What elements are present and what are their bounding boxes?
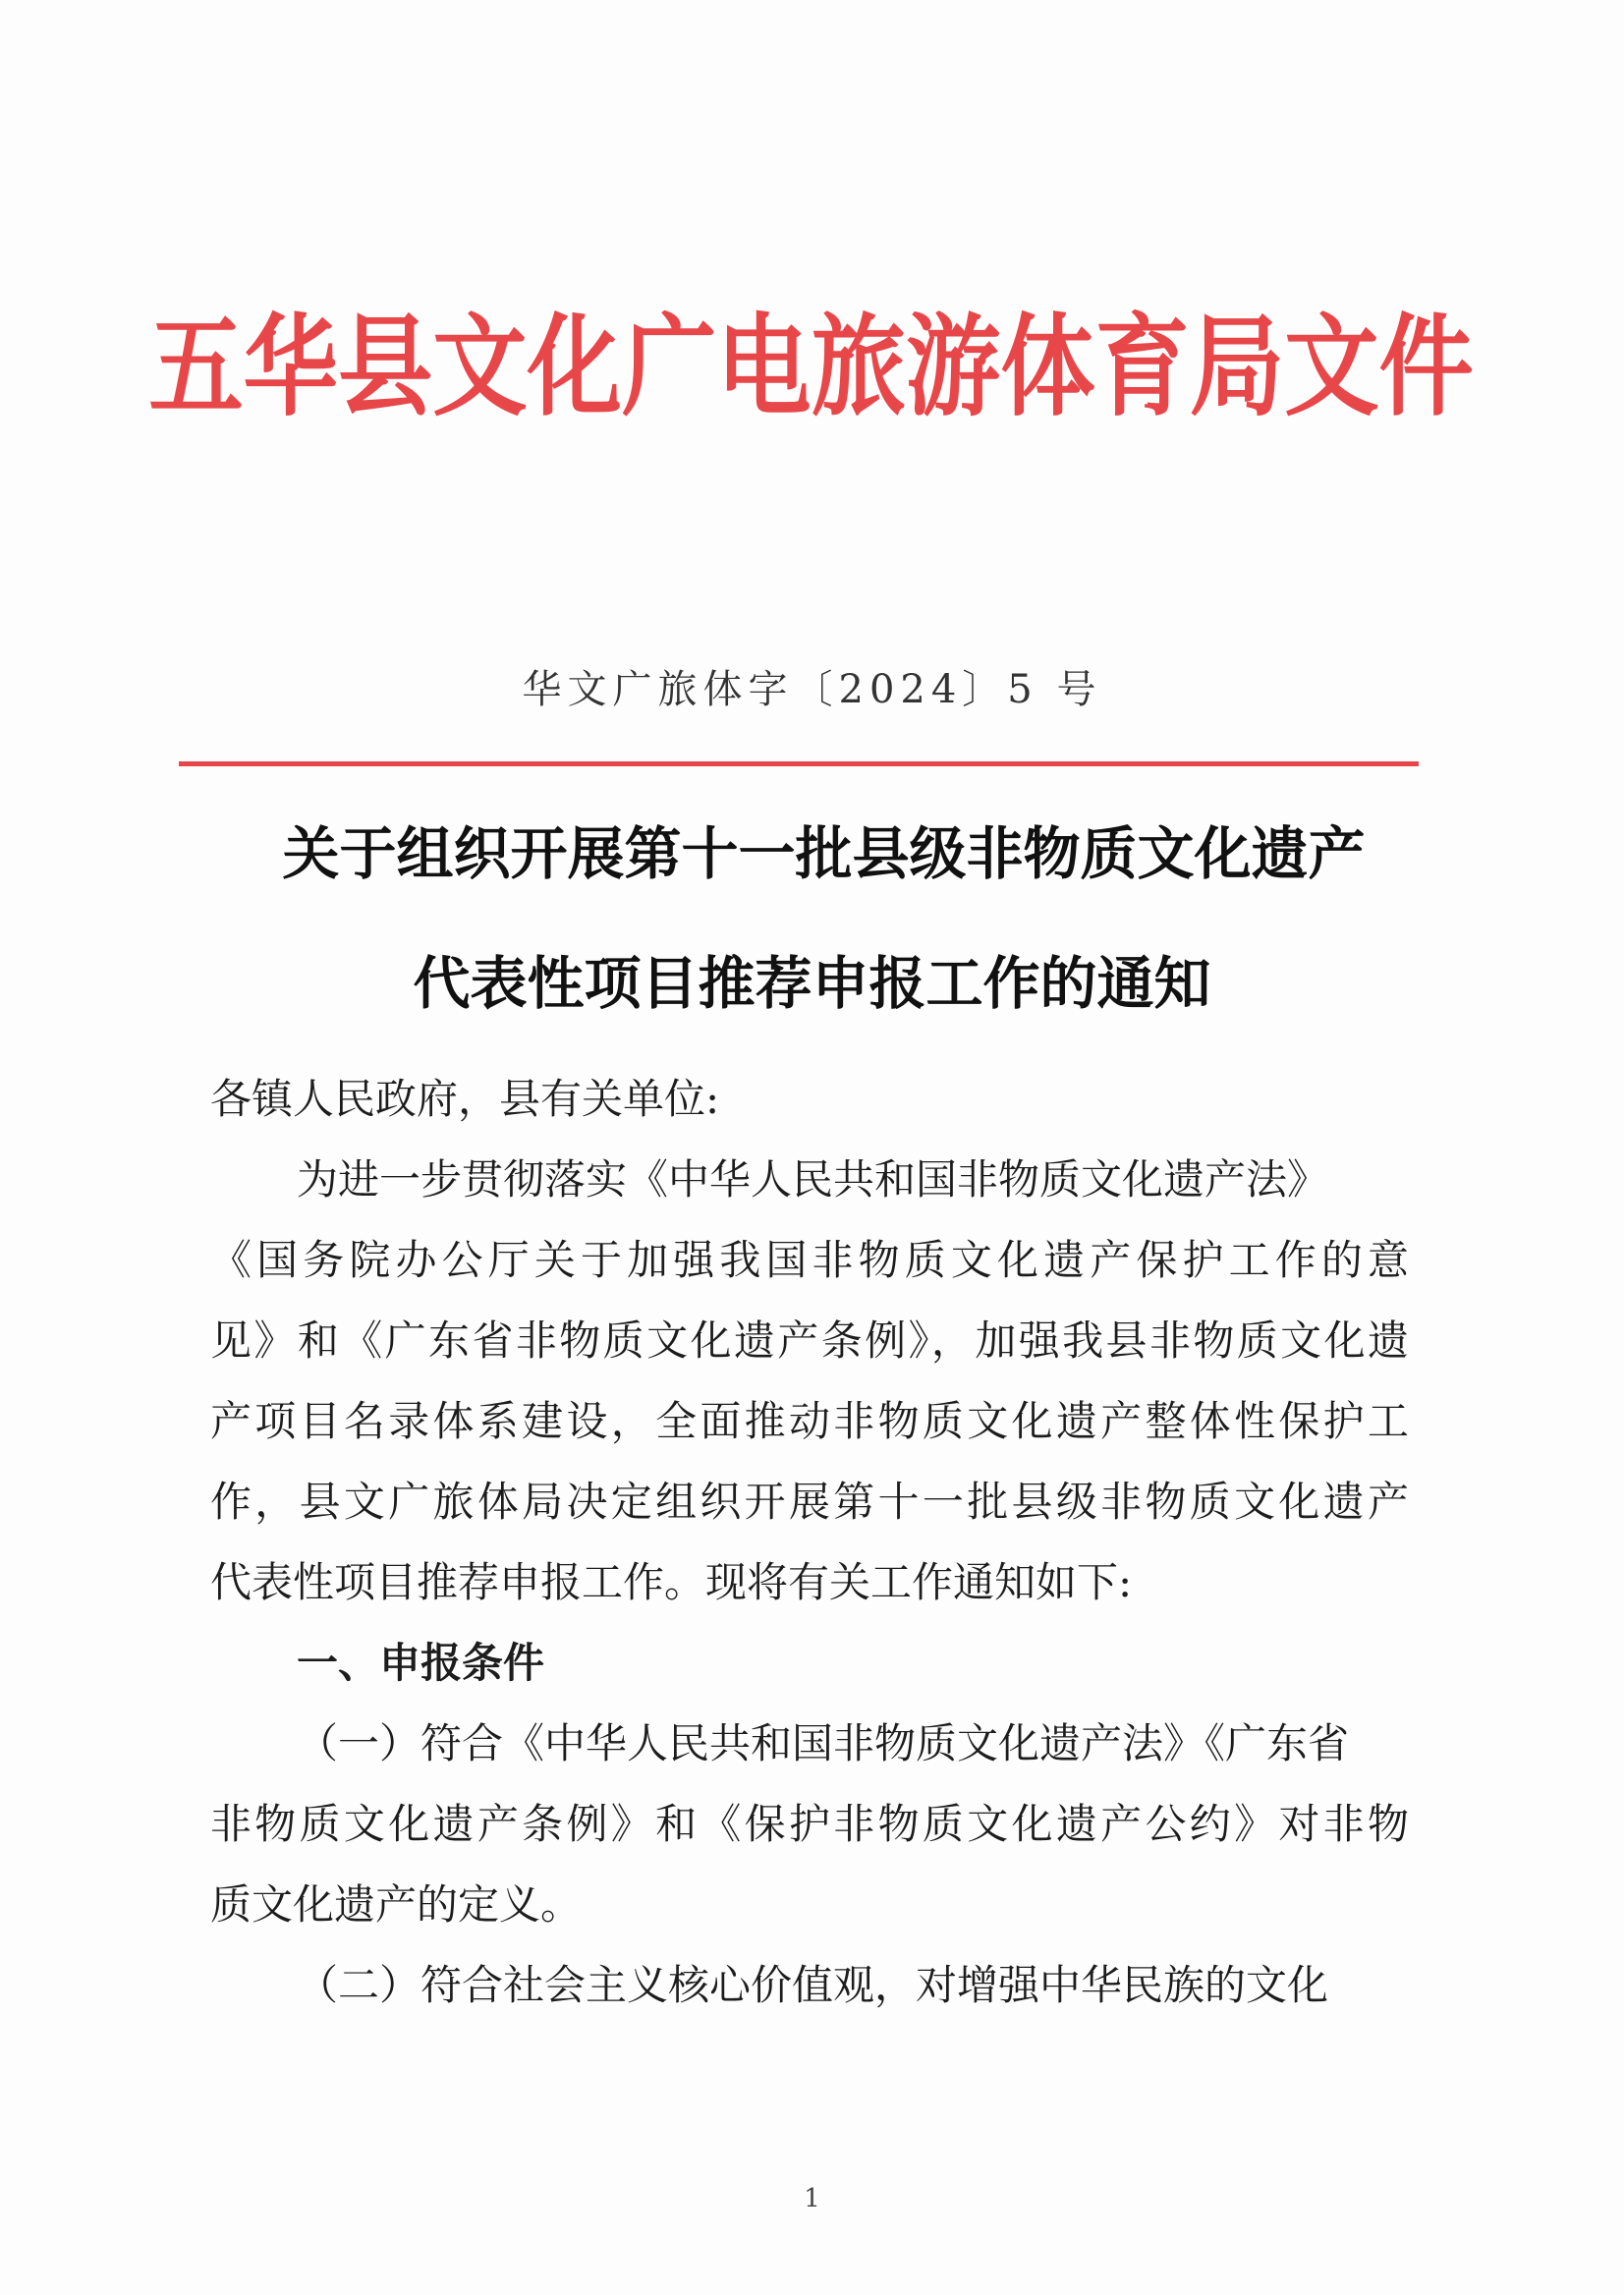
paragraph-line: 质文化遗产的定义。: [210, 1880, 583, 1929]
paragraph-line: 作，县文广旅体局决定组织开展第十一批县级非物质文化遗产: [210, 1478, 1409, 1526]
section-heading: 一、申报条件: [297, 1639, 545, 1687]
paragraph-line: （二）符合社会主义核心价值观，对增强中华民族的文化: [297, 1961, 1329, 2009]
paragraph-line: （一）符合《中华人民共和国非物质文化遗产法》《广东省: [297, 1719, 1350, 1767]
paragraph-line: 非物质文化遗产条例》和《保护非物质文化遗产公约》对非物: [210, 1800, 1409, 1848]
salutation: 各镇人民政府，县有关单位:: [210, 1075, 720, 1123]
paragraph-line: 产项目名录体系建设，全面推动非物质文化遗产整体性保护工: [210, 1397, 1409, 1445]
document-number: 华文广旅体字〔2024〕5 号: [522, 667, 1102, 712]
paragraph-line: 见》和《广东省非物质文化遗产条例》，加强我县非物质文化遗: [210, 1316, 1409, 1365]
red-separator-line: [179, 761, 1419, 766]
issuing-authority-title: 五华县文化广电旅游体育局文件: [148, 303, 1474, 431]
paragraph-line: 《国务院办公厅关于加强我国非物质文化遗产保护工作的意: [210, 1236, 1409, 1284]
paragraph-line: 代表性项目推荐申报工作。现将有关工作通知如下:: [210, 1558, 1133, 1606]
notice-title-line-2: 代表性项目推荐申报工作的通知: [413, 950, 1211, 1017]
paragraph-line: 为进一步贯彻落实《中华人民共和国非物质文化遗产法》: [297, 1155, 1329, 1203]
page-number: 1: [804, 2184, 820, 2213]
notice-title-line-1: 关于组织开展第十一批县级非物质文化遗产: [282, 820, 1366, 887]
